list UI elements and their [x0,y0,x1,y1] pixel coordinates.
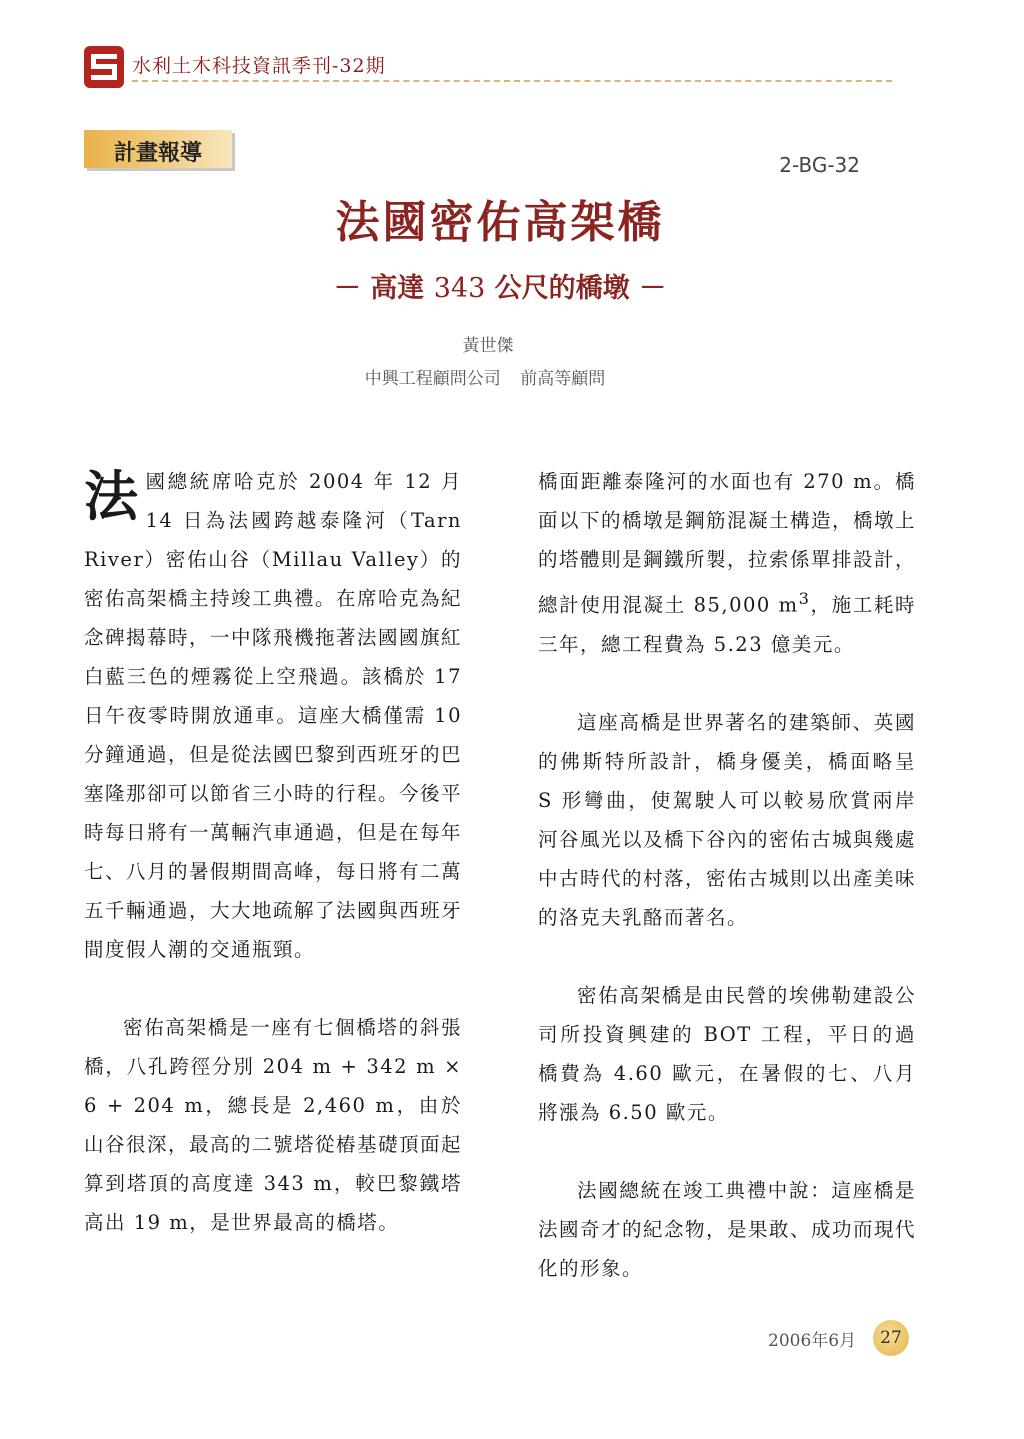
paragraph-text: ，施工耗時三年，總工程費為 5.23 億美元。 [538,593,916,656]
journal-logo-icon [84,46,124,88]
header-divider [132,80,892,82]
section-tag [84,130,232,168]
superscript: 3 [798,589,811,608]
paragraph-text: 國總統席哈克於 2004 年 12 月 14 日為法國跨越泰隆河（Tarn River）密佑山谷（Millau Valley）的密佑高架橋主持竣工典禮。在席哈克為紀念碑揭幕時，一中隊飛機拖著法國國旗紅白藍三色的煙霧從上空飛過。該橋於 17 日午夜零時開放通車。這座大橋僅需 10 分鐘通過，但是從法國巴黎到西班牙的巴塞隆那卻可以節省三小時的行程。今後平時每日將有一萬輛汽車通過，但是在每年七、八月的暑假期間高峰，每日將有二萬五千輛通過，大大地疏解了法國與西班牙間度假人潮的交通瓶頸。 [84,470,463,961]
paragraph [84,462,462,969]
article-subtitle [0,266,1000,305]
drop-cap: 法 [84,464,140,528]
author-name: 黃世傑 [462,336,514,356]
paragraph [538,462,916,664]
subtitle-suffix: 公尺的橋墩 － [485,273,667,304]
page-number: 27 [873,1320,909,1356]
document-code: 2-BG-32 [779,153,860,177]
body-column-right [538,462,916,1327]
author-affiliation: 中興工程顧問公司 前高等顧問 [364,369,606,389]
journal-title: 水利土木科技資訊季刊-32期 [132,55,386,77]
paragraph-text: 橋面距離泰隆河的水面也有 270 m。橋面以下的橋墩是鋼筋混凝土構造，橋墩上的塔體則是鋼鐵所製，拉索係單排設計，總計使用混凝土 85,000 m [538,470,917,617]
paragraph: 法國總統在竣工典禮中說：這座橋是法國奇才的紀念物，是果敢、成功而現代化的形象。 [538,1178,917,1280]
body-column-left [84,462,462,1281]
subtitle-prefix: － 高達 [333,273,434,304]
paragraph: 密佑高架橋是一座有七個橋塔的斜張橋，八孔跨徑分別 204 m + 342 m × 6 + 204 m，總長是 2,460 m，由於山谷很深，最高的二號塔從樁基礎頂面起算到塔頂的高度達 343 m，較巴黎鐵塔高出 19 m，是世界最高的橋塔。 [84,1016,463,1234]
footer-date: 2006年6月 [768,1331,857,1351]
article-title: 法國密佑高架橋 [335,197,665,248]
paragraph: 密佑高架橋是由民營的埃佛勒建設公司所投資興建的 BOT 工程，平日的過橋費為 4.60 歐元，在暑假的七、八月將漲為 6.50 歐元。 [538,983,916,1124]
section-tag-label: 計畫報導 [114,141,203,166]
subtitle-number: 343 [433,273,486,304]
paragraph: 這座高橋是世界著名的建築師、英國的佛斯特所設計，橋身優美，橋面略呈 S 形彎曲，使駕駛人可以較易欣賞兩岸河谷風光以及橋下谷內的密佑古城與幾處中古時代的村落，密佑古城則以出產美味的洛克夫乳酪而著名。 [538,710,917,929]
